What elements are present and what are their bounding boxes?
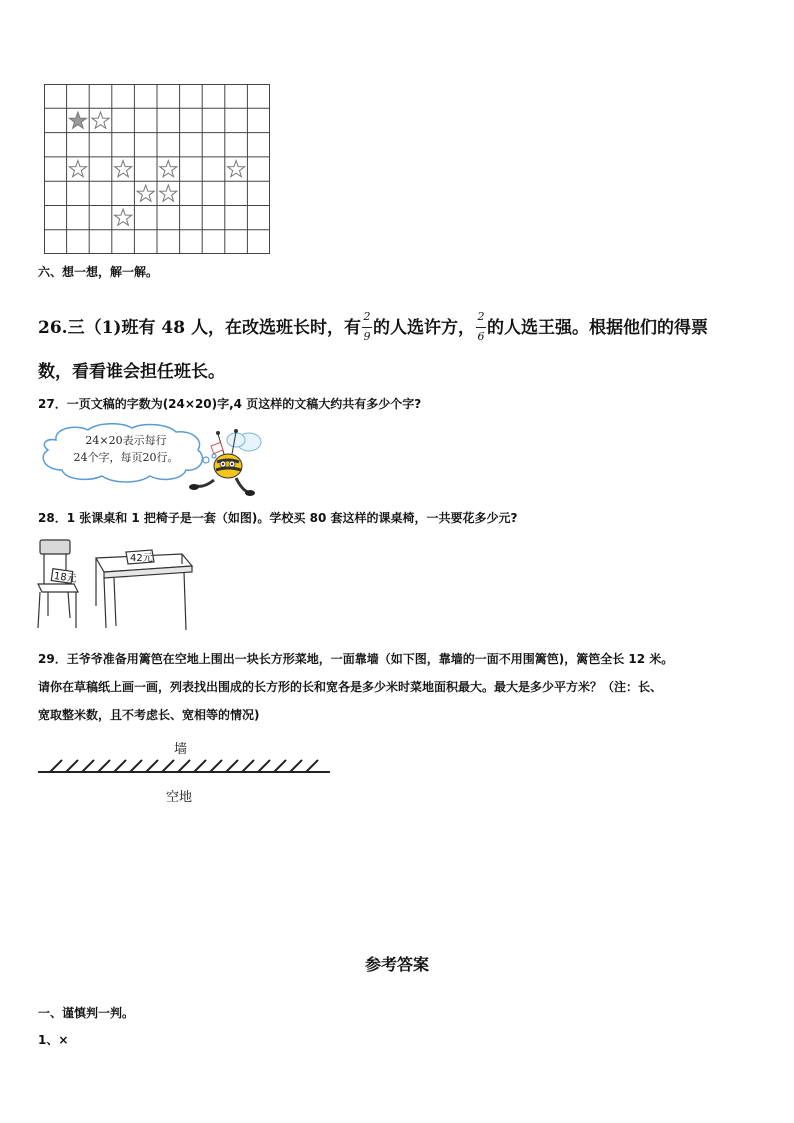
fraction-denominator: 9 [363,329,371,343]
star-icon [69,112,86,128]
star-icon [160,185,177,201]
fraction-bar [476,327,486,328]
star-grid-figure [44,84,270,254]
question-26-text-part1: 三（1)班有 48 人，在改选班长时，有 [67,318,361,338]
fraction-denominator: 6 [477,329,485,343]
star-icon [160,161,177,177]
fraction-2-6 [476,309,486,349]
question-29 [38,645,762,729]
question-26-number: 26. [38,318,68,338]
question-26-line-2: 数，看看谁会担任班长。 [38,362,225,382]
bubble-hint-line-1: 24×20表示每行 [85,434,167,447]
question-26 [38,306,760,394]
question-27: 27．一页文稿的字数为(24×20)字,4 页这样的文稿大约共有多少个字? [38,397,422,411]
question-28: 28．1 张课桌和 1 把椅子是一套（如图)。学校买 80 套这样的课桌椅，一共要花多少元? [38,511,518,525]
question-29-line-2: 请你在草稿纸上画一画，列表找出围成的长方形的长和宽各是多少米时菜地面积最大。最大是多少平方米？（注：长、 [38,680,663,694]
star-grid [44,84,270,254]
desk-price-tag: 42元 [130,553,153,564]
fraction-numerator: 2 [363,309,371,323]
star-icon [115,161,132,177]
question-26-line-1 [38,306,760,350]
star-icon [137,185,154,201]
wall-diagram [36,736,336,806]
bubble-hint-text [56,432,196,466]
fraction-2-9 [362,309,372,349]
wall-label: 墙 [174,742,188,757]
answers-section-one-heading: 一、谨慎判一判。 [38,1006,135,1020]
star-icon [115,209,132,225]
bubble-hint-line-2: 24个字，每页20行。 [73,451,179,464]
desk-and-chair-figure [34,536,194,634]
answers-title: 参考答案 [364,955,429,974]
section-six-heading: 六、想一想，解一解。 [38,265,159,279]
hint-illustration [36,422,266,502]
ground-label: 空地 [166,790,193,805]
star-icon [228,161,245,177]
desk-chair-drawing [34,536,194,634]
chair-price-tag: 18元 [53,570,78,585]
star-icon [92,112,109,128]
fraction-numerator: 2 [477,309,485,323]
answer-item-1: 1、× [38,1033,69,1047]
star-icon [69,161,86,177]
question-29-line-1: 29．王爷爷准备用篱笆在空地上围出一块长方形菜地，一面靠墙（如下图，靠墙的一面不用围篱笆)，篱笆全长 12 米。 [38,652,674,666]
question-29-line-3: 宽取整米数，且不考虑长、宽相等的情况) [38,708,260,722]
question-26-text-part3: 的人选王强。根据他们的得票 [486,318,708,338]
fraction-bar [362,327,372,328]
question-26-text-part2: 的人选许方， [372,318,475,338]
